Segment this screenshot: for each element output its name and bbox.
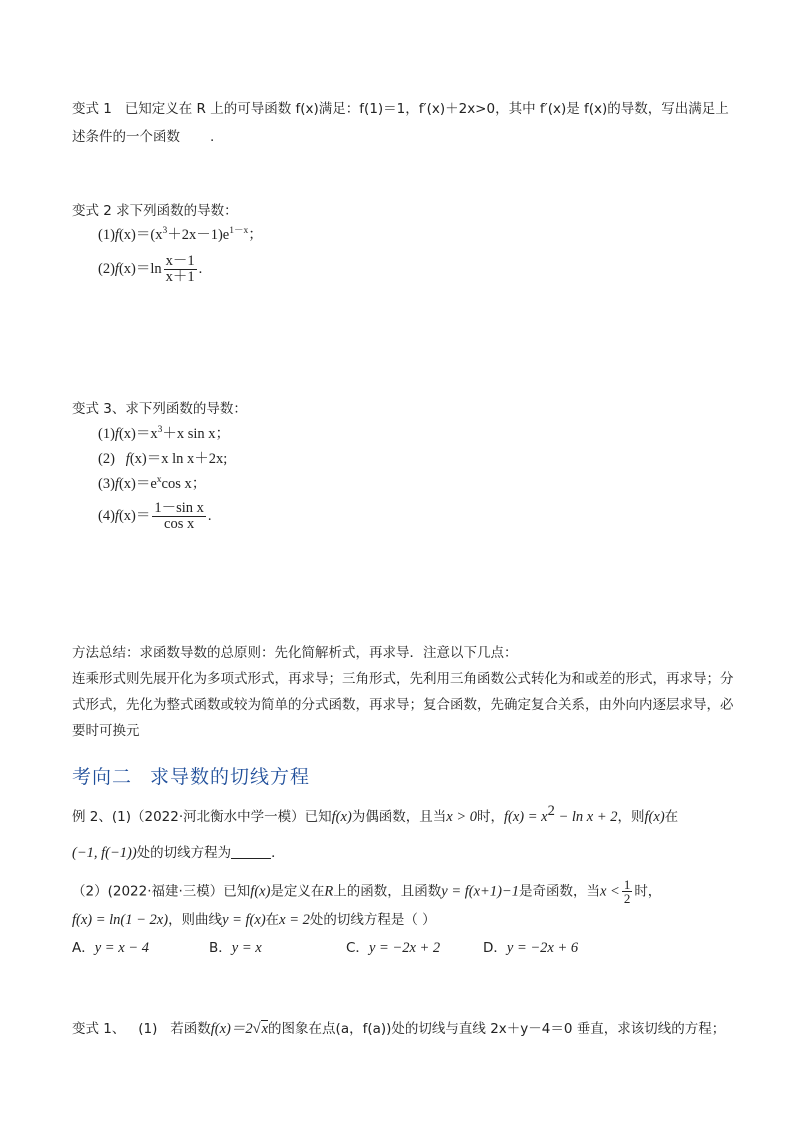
variant-1 — [72, 98, 734, 148]
method-summary-body: 连乘形式则先展开化为多项式形式，再求导；三角形式，先利用三角函数公式转化为和或差的形式，再求导；分式形式，先化为整式函数或较为简单的分式函数，再求导；复合函数，先确定复合关系，由外向内逐层求导，必要时可换元 — [72, 671, 734, 739]
fraction: $\frac{\text{1－sin x}}{\text{cos x}}$ — [154, 500, 204, 532]
fraction: $\frac{1}{2}$ — [623, 877, 631, 906]
variant-2-item-2: (2)f(x)＝ln $\frac{x-1}{x+1}$ . — [98, 253, 203, 285]
variant-1-text-2: 述条件的一个函数 — [72, 129, 180, 145]
variant-1-line-2 — [72, 126, 734, 148]
option-a[interactable]: A．y = x − 4 — [72, 940, 149, 956]
variant-3-item-1: $(1)f(x)=x^3+x$ sin x； — [98, 425, 231, 442]
variant-2-item-1: $(1)f(x)=(x^3+2x-1)e^{1-x}$； — [98, 226, 263, 243]
variant-1b-line: 变式 1、 (1) 若函数f(x)＝2√x的图象在点(a，f(a))处的切线与直线 2x＋y－4＝0 垂直，求该切线的方程； — [72, 1021, 726, 1037]
variant-2-title: 变式 2 求下列函数的导数： — [72, 203, 238, 219]
variant-1-tail: . — [210, 129, 215, 145]
example-2-part-2-line-1: （2）(2022·福建·三模）已知f(x)是定义在R上的函数，且函数y = f(x+1)−1是奇函数，当x < $\frac{1}{2}$ 时， — [72, 877, 662, 906]
method-summary-title: 方法总结：求函数导数的总原则：先化简解析式，再求导．注意以下几点： — [72, 645, 518, 661]
example-2-line-1: 例 2、(1)（2022·河北衡水中学一模）已知f(x)为偶函数，且当x > 0时，$f(x) = x^2 - \ln x + 2$，则f(x)在 — [72, 803, 679, 825]
example-2-part-2-line-2: f(x) = ln(1 − 2x)，则曲线y = f(x)在x = 2处的切线方程是（ ） — [72, 912, 436, 928]
answer-blank[interactable] — [231, 844, 271, 859]
variant-3 — [72, 398, 734, 532]
variant-3-item-4: (4)f(x)＝ $\frac{\text{1－sin x}}{\text{cos x}}$ . — [98, 500, 212, 532]
variant-3-item-2: (2) f(x)＝x ln x＋2x; — [98, 451, 228, 467]
option-d[interactable]: D．y = −2x + 6 — [483, 940, 579, 956]
variant-1-text: 已知定义在 R 上的可导函数 f(x)满足：f(1)＝1，f′(x)＋2x>0，其中 f′(x)是 f(x)的导数，写出满足上 — [124, 101, 729, 117]
variant-1b — [72, 1018, 764, 1040]
variant-1-label: 变式 1 — [72, 101, 112, 117]
example-2 — [72, 803, 734, 959]
variant-3-item-3: $(3)f(x)=e^x\cos$ x； — [98, 475, 207, 492]
variant-1-line-1 — [72, 98, 734, 120]
section-heading-text: 考向二 求导数的切线方程 — [72, 766, 311, 788]
variant-3-title: 变式 3、求下列函数的导数： — [72, 401, 247, 417]
example-2-line-2: (−1, f(−1))处的切线方程为 ． — [72, 845, 285, 861]
answer-options — [72, 937, 734, 959]
fraction: $\frac{x-1}{x+1}$ — [165, 253, 195, 285]
option-b[interactable]: B．y = x — [209, 940, 262, 956]
section-heading — [72, 762, 734, 789]
variant-2 — [72, 200, 734, 285]
option-c[interactable]: C．y = −2x + 2 — [346, 940, 441, 956]
method-summary — [72, 642, 734, 744]
